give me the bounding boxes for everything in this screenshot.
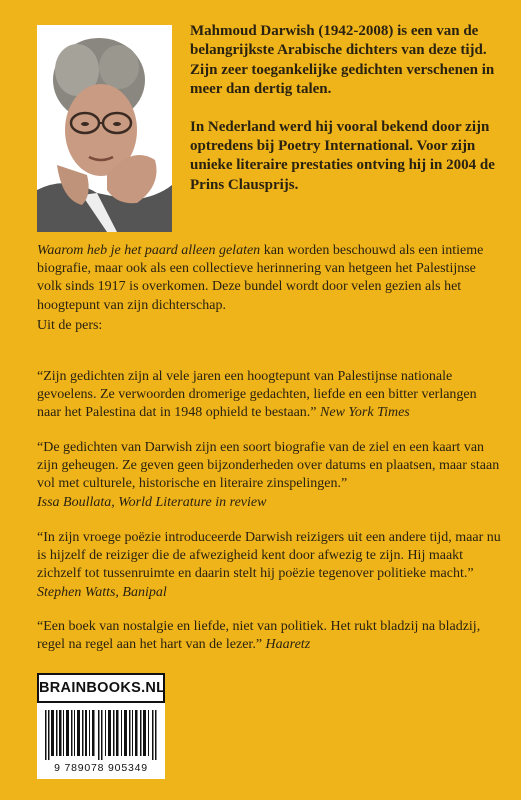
author-bio <box>190 22 502 213</box>
quote-source: Haaretz <box>265 637 311 653</box>
quote-source: Issa Boullata, World Literature in review <box>37 494 267 510</box>
isbn-number: 9 789078 905349 <box>54 762 148 774</box>
intro-text: kan worden beschouwd als een intieme biografie, maar ook als een collectieve herinnering van hetgeen het Palestijnse volk sinds 1917 is overkomen. Deze bundel wordt door velen gezien als het hoogtepunt van zijn dichterschap. <box>37 243 484 313</box>
quote-source: Stephen Watts, Banipal <box>37 584 167 600</box>
barcode-panel <box>37 673 165 779</box>
book-title: Waarom heb je het paard alleen gelaten <box>37 243 261 258</box>
author-photo <box>37 25 172 232</box>
press-quote-4 <box>37 618 503 654</box>
quote-text: “In zijn vroege poëzie introduceerde Darwish reizigers uit een andere tijd, maar nu is hijzelf de reiziger die de afwezigheid kent door afwezig te zijn. Hij maakt zichzelf tot tussenruimte en daarin stelt hij poëzie tegenover politieke macht.” <box>37 530 501 582</box>
press-quote-2 <box>37 439 503 512</box>
quote-text: “De gedichten van Darwish zijn een soort biografie van de ziel en een kaart van zijn geheugen. Ze geven geen bijzonderheden over datums en plaatsen, maar staan vol met culturele, historische en literaire zinspelingen.” <box>37 440 500 492</box>
book-intro <box>37 242 503 315</box>
bio-paragraph-2: In Nederland werd hij vooral bekend door zijn optredens bij Poetry International. Voor zijn unieke literaire prestaties ontving hij in 2004 de Prins Clausprijs. <box>190 118 495 193</box>
publisher-label: BRAINBOOKS.NL <box>37 673 165 703</box>
quote-text: “Zijn gedichten zijn al vele jaren een hoogtepunt van Palestijnse nationale gevoelens. Ze verwoorden dromerige gedachten, liefde en een bitter verlangen naar het Palestina dat in 1948 ophield te bestaan.” <box>37 369 477 421</box>
quote-source: New York Times <box>320 405 410 421</box>
press-quote-1 <box>37 368 503 423</box>
press-heading: Uit de pers: <box>37 318 103 333</box>
quote-text: “Een boek van nostalgie en liefde, niet van politiek. Het rukt bladzij na bladzij, regel na regel aan het hart van de lezer.” <box>37 619 481 653</box>
barcode-icon <box>45 710 157 760</box>
press-quote-3 <box>37 529 503 602</box>
bio-paragraph-1: Mahmoud Darwish (1942-2008) is een van de belangrijkste Arabische dichters van deze tijd. Zijn zeer toegankelijke gedichten verschenen in meer dan dertig talen. <box>190 23 495 98</box>
